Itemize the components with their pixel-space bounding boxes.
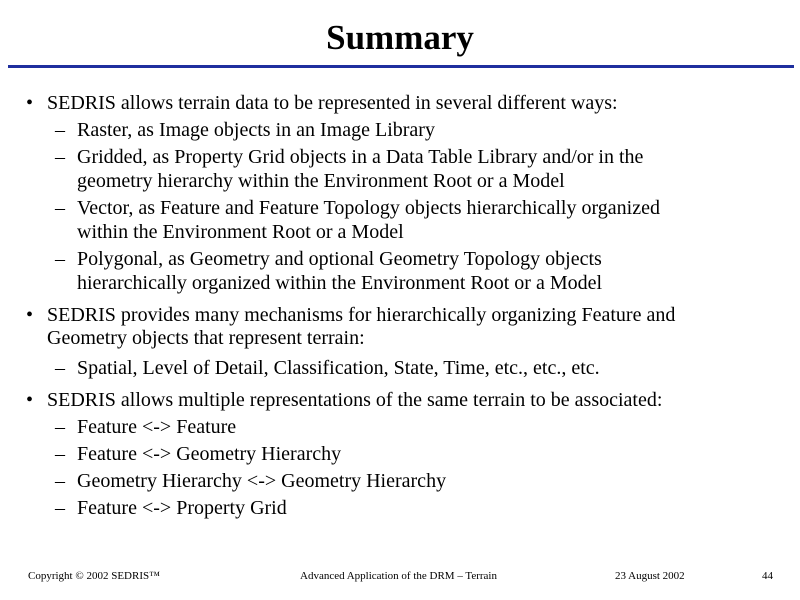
sub-bullet-item [0,469,800,493]
bullet-icon: • [26,304,34,326]
bullet-item [0,304,800,350]
dash-icon: – [55,497,65,519]
sub-bullet-text: hierarchically organized within the Environment Root or a Model [77,272,603,294]
dash-icon: – [55,248,65,270]
sub-bullet-item [0,415,800,439]
sub-bullet-text: Feature <-> Feature [77,416,237,438]
bullet-text: SEDRIS allows terrain data to be represented in several different ways: [47,92,618,114]
sub-bullet-text: Vector, as Feature and Feature Topology objects hierarchically organized [77,197,660,219]
slide-title: Summary [326,18,474,57]
dash-icon: – [55,357,65,379]
sub-bullet-text: Geometry Hierarchy <-> Geometry Hierarchy [77,470,447,492]
dash-icon: – [55,443,65,465]
sub-bullet-text: Raster, as Image objects in an Image Library [77,119,435,141]
bullet-item [0,389,800,412]
sub-bullet-item [0,356,800,380]
dash-icon: – [55,197,65,219]
sub-bullet-text: geometry hierarchy within the Environment Root or a Model [77,170,565,192]
sub-bullet-item [0,145,800,193]
title-divider [8,65,794,68]
footer-copyright: Copyright © 2002 SEDRIS™ [28,570,160,582]
sub-bullet-item [0,247,800,295]
sub-bullet-text: Polygonal, as Geometry and optional Geometry Topology objects [77,248,602,270]
bullet-text: SEDRIS allows multiple representations of the same terrain to be associated: [47,389,663,411]
bullet-icon: • [26,389,34,411]
dash-icon: – [55,470,65,492]
sub-bullet-item [0,442,800,466]
bullet-icon: • [26,92,34,114]
sub-bullet-item [0,118,800,142]
dash-icon: – [55,119,65,141]
page-number: 44 [762,570,773,582]
sub-bullet-text: Feature <-> Geometry Hierarchy [77,443,342,465]
sub-bullet-text: Feature <-> Property Grid [77,497,287,519]
sub-bullet-text: within the Environment Root or a Model [77,221,404,243]
bullet-text: SEDRIS provides many mechanisms for hierarchically organizing Feature and [47,304,676,326]
slide-body [0,92,800,523]
bullet-item [0,92,800,115]
sub-bullet-item [0,196,800,244]
bullet-text: Geometry objects that represent terrain: [47,327,365,349]
footer-date: 23 August 2002 [615,570,685,582]
sub-bullet-text: Spatial, Level of Detail, Classification, State, Time, etc., etc., etc. [77,357,600,379]
dash-icon: – [55,416,65,438]
sub-bullet-text: Gridded, as Property Grid objects in a Data Table Library and/or in the [77,146,644,168]
sub-bullet-item [0,496,800,520]
dash-icon: – [55,146,65,168]
footer-title: Advanced Application of the DRM – Terrain [300,570,497,582]
